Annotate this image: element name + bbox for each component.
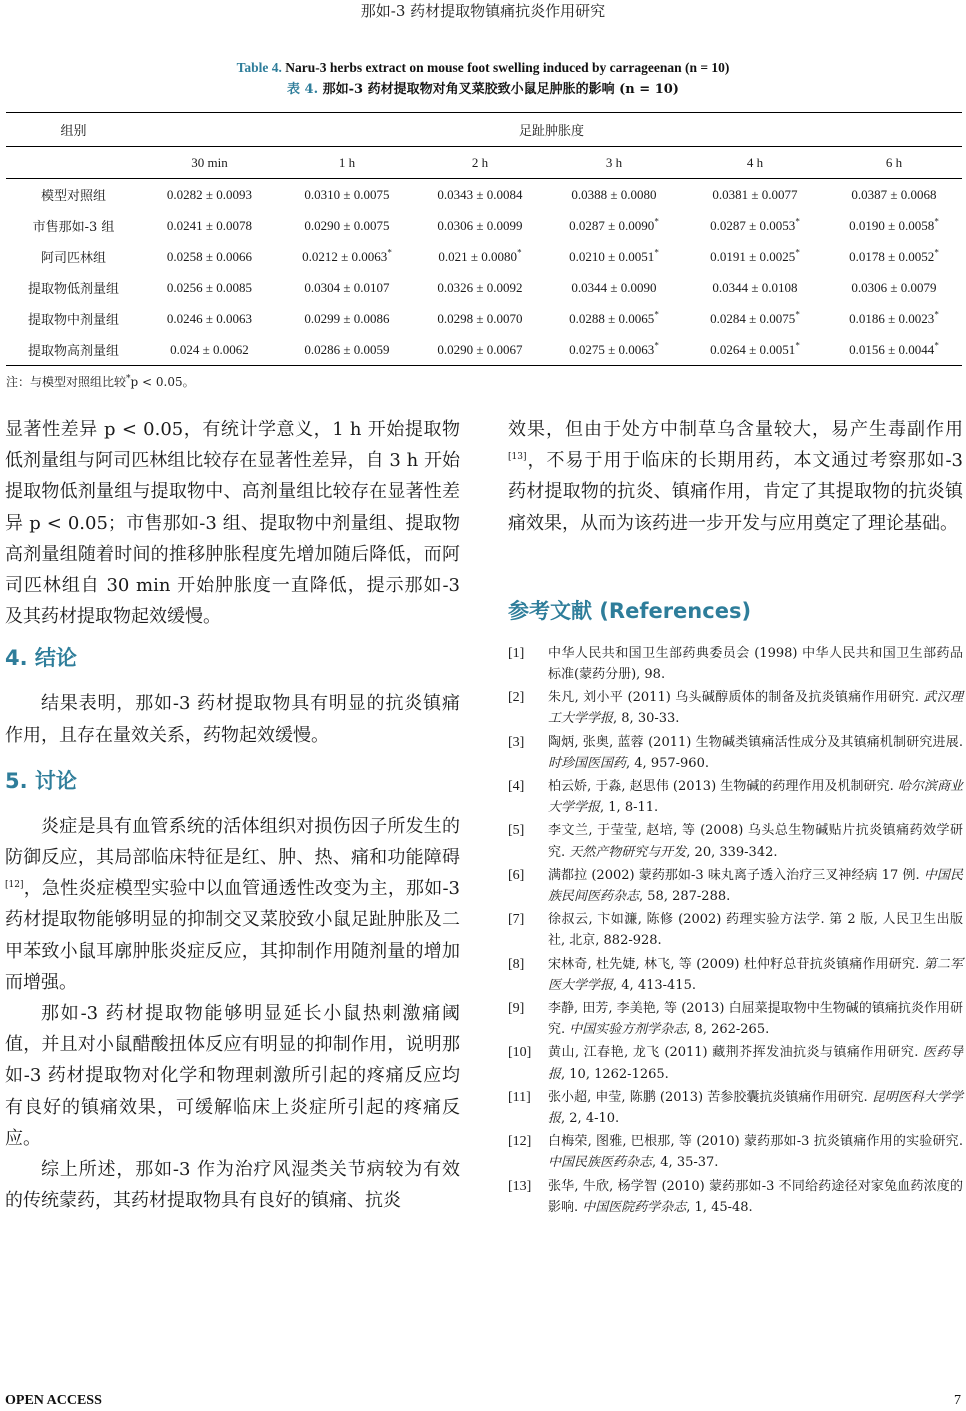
reference-number: [9] — [508, 1001, 525, 1017]
significance-marker: * — [654, 216, 659, 227]
value-text: 0.0299 ± 0.0086 — [304, 310, 390, 326]
citation-13: [13] — [508, 452, 527, 463]
group-name-cell: 提取物低剂量组 — [27, 282, 119, 297]
significance-marker: * — [517, 247, 522, 258]
reference-body: 李静, 田芳, 李美艳, 等 (2013) 白屈菜提取物中生物碱的镇痛抗炎作用研究. — [548, 1001, 963, 1038]
value-cell — [141, 334, 278, 366]
continuation-text-cont: ，不易于用于临床的长期用药，本文通过考察那如-3 药材提取物的抗炎、镇痛作用，肯定了其提取物的抗炎镇痛效果，从而为该药进一步开发与应用奠定了理论基础。 — [508, 450, 963, 534]
value-text: 0.0287 ± 0.0053 — [710, 217, 796, 233]
citation-12: [12] — [5, 880, 24, 891]
time-header: 2 h — [416, 147, 544, 179]
reference-number: [13] — [508, 1178, 532, 1194]
reference-body: 李文兰, 于莹莹, 赵培, 等 (2008) 乌头总生物碱贴片抗炎镇痛药效学研究. — [548, 823, 963, 860]
reference-volume-pages: , 10, 1262-1265. — [561, 1066, 669, 1082]
reference-number: [12] — [508, 1134, 532, 1150]
value-text: 0.0256 ± 0.0085 — [166, 279, 253, 295]
value-cell — [826, 303, 962, 334]
value-cell — [684, 334, 826, 366]
value-text: 0.0178 ± 0.0052 — [849, 248, 935, 264]
reference-volume-pages: , 8, 30-33. — [613, 711, 680, 727]
reference-body: 张华, 牛欣, 杨学智 (2010) 蒙药那如-3 不同给药途径对家兔血药浓度的影响. — [548, 1178, 963, 1215]
reference-body: 黄山, 江春艳, 龙飞 (2011) 藏荆芥挥发油抗炎与镇痛作用研究. — [548, 1045, 924, 1061]
value-text: 0.0387 ± 0.0068 — [851, 186, 937, 202]
reference-number: [8] — [508, 956, 525, 972]
reference-body: 宋林奇, 杜先婕, 林飞, 等 (2009) 杜仲籽总苷抗炎镇痛作用研究. — [548, 956, 924, 972]
value-text: 0.0306 ± 0.0099 — [437, 217, 523, 233]
section-5-heading: 5. 讨论 — [5, 768, 77, 793]
time-header: 4 h — [684, 147, 826, 179]
empty-header-cell — [6, 147, 141, 179]
footer-open-access: OPEN ACCESS — [5, 1393, 102, 1408]
reference-journal: 武汉理工大学学报 — [548, 690, 963, 727]
value-text: 0.0310 ± 0.0075 — [304, 186, 390, 202]
significance-marker: * — [795, 247, 800, 258]
reference-number: [4] — [508, 779, 525, 795]
reference-text — [548, 643, 963, 685]
measure-column-header: 足趾肿胀度 — [141, 113, 962, 147]
reference-body: 满都拉 (2002) 蒙药那如-3 味丸离子透入治疗三叉神经病 17 例. — [548, 867, 924, 883]
reference-journal: 中国民族民间医药杂志 — [548, 867, 963, 905]
time-header: 3 h — [544, 147, 684, 179]
value-text: 0.0246 ± 0.0063 — [166, 310, 253, 326]
reference-text — [548, 909, 963, 951]
reference-body: 陶炳, 张奥, 蓝蓉 (2011) 生物碱类镇痛活性成分及其镇痛机制研究进展. — [548, 734, 963, 750]
reference-item — [508, 998, 963, 1040]
significance-marker: * — [795, 340, 800, 351]
value-text: 0.0304 ± 0.0107 — [304, 279, 390, 295]
value-cell — [416, 303, 544, 334]
value-text: 0.0275 ± 0.0063 — [569, 341, 655, 357]
value-text: 0.0241 ± 0.0078 — [166, 217, 253, 233]
intro-paragraph: 显著性差异 p < 0.05，有统计学意义，1 h 开始提取物低剂量组与阿司匹林组比较存在显著性差异，自 3 h 开始提取物低剂量组与提取物中、高剂量组比较存在显著性差异 p < 0.05；市售那如-3 组、提取物中剂量组、提取物高剂量组随着时间的推移肿胀程度先增加随后降低，而阿司匹林组自 30 min 开始肿胀度一直降低，提示那如-3 及其药材提取物起效缓慢。 — [5, 419, 460, 628]
value-text: 0.0290 ± 0.0067 — [437, 341, 523, 357]
reference-number: [6] — [508, 867, 525, 883]
significance-marker: * — [654, 247, 659, 258]
value-cell — [278, 210, 416, 241]
reference-item — [508, 1131, 963, 1173]
reference-text — [548, 732, 963, 774]
reference-body: 柏云娇, 于淼, 赵思伟 (2013) 生物碱的药理作用及机制研究. — [548, 779, 898, 795]
reference-journal: 昆明医科大学学报 — [548, 1089, 963, 1127]
value-cell — [278, 179, 416, 211]
reference-text — [548, 865, 963, 907]
value-cell — [141, 210, 278, 241]
table-caption-en-label: Table 4. — [236, 60, 282, 75]
value-cell — [416, 179, 544, 211]
reference-text — [548, 1131, 963, 1173]
value-text: 0.0186 ± 0.0023 — [849, 310, 935, 326]
table-note-star: * — [126, 374, 131, 384]
table-caption-cn-text: 那如-3 药材提取物对角叉菜胶致小鼠足肿胀的影响 (n = 10) — [318, 82, 679, 97]
conclusion-continuation — [508, 414, 963, 539]
reference-text — [548, 954, 963, 996]
value-text: 0.0298 ± 0.0070 — [437, 310, 523, 326]
continuation-text: 效果，但由于处方中制草乌含量较大，易产生毒副作用 — [508, 419, 963, 440]
value-text: 0.0258 ± 0.0066 — [166, 248, 253, 264]
section-5-paragraph-1 — [5, 811, 460, 998]
value-cell — [684, 303, 826, 334]
value-text: 0.0212 ± 0.0063 — [302, 248, 388, 264]
reference-item — [508, 643, 963, 685]
value-cell — [826, 241, 962, 272]
section-5-paragraph-1-text-cont: ，急性炎症模型实验中以血管通透性改变为主，那如-3 药材提取物能够明显的抑制交叉菜胶致小鼠足趾肿胀及二甲苯致小鼠耳廓肿胀炎症反应，其抑制作用随剂量的增加而增强。 — [5, 878, 460, 993]
table-note-prefix: 注：与模型对照组比较 — [6, 375, 127, 389]
reference-volume-pages: , 1, 45-48. — [686, 1199, 753, 1215]
reference-journal: 时珍国医国药 — [548, 755, 627, 771]
section-5-paragraph-1-text: 炎症是具有血管系统的活体组织对损伤因子所发生的防御反应，其局部临床特征是红、肿、热、痛和功能障碍 — [5, 815, 460, 869]
group-name-cell: 提取物高剂量组 — [6, 334, 141, 366]
reference-journal: 天然产物研究与开发 — [569, 844, 687, 860]
value-text: 0.0381 ± 0.0077 — [712, 186, 798, 202]
value-cell — [826, 272, 962, 303]
reference-body: 中华人民共和国卫生部药典委员会 (1998) 中华人民共和国卫生部药品标准(蒙药分册), 98. — [548, 645, 963, 683]
reference-number: [10] — [508, 1045, 532, 1061]
reference-journal: 医药导报 — [548, 1045, 963, 1082]
value-cell — [278, 334, 416, 366]
value-cell — [141, 303, 278, 334]
reference-volume-pages: , 4, 957-960. — [626, 755, 709, 771]
table-caption-cn-label: 表 4. — [287, 82, 319, 97]
table-row — [6, 241, 962, 272]
significance-marker: * — [934, 247, 939, 258]
value-text: 0.0156 ± 0.0044 — [849, 341, 935, 357]
references-heading: 参考文献 (References) — [508, 598, 752, 623]
value-text: 0.0264 ± 0.0051 — [710, 341, 796, 357]
reference-item — [508, 1042, 963, 1084]
value-text: 0.0343 ± 0.0084 — [437, 186, 523, 202]
value-cell — [416, 241, 544, 272]
group-name-cell: 市售那如-3 组 — [32, 220, 115, 235]
time-header: 1 h — [278, 147, 416, 179]
left-column — [5, 414, 460, 1216]
reference-journal: 中国实验方剂学杂志 — [569, 1022, 687, 1038]
reference-text — [548, 1087, 963, 1129]
reference-number: [7] — [508, 912, 525, 928]
reference-item — [508, 909, 963, 951]
reference-text — [548, 1176, 963, 1218]
value-text: 0.0190 ± 0.0058 — [849, 217, 935, 233]
significance-marker: * — [654, 340, 659, 351]
reference-volume-pages: , 8, 262-265. — [686, 1022, 770, 1038]
page-number: 7 — [954, 1393, 961, 1408]
table-note-suffix: p < 0.05。 — [130, 375, 195, 389]
value-cell — [278, 241, 416, 272]
reference-volume-pages: , 1, 8-11. — [600, 800, 659, 816]
significance-marker: * — [795, 216, 800, 227]
reference-text — [548, 776, 963, 818]
time-header: 6 h — [826, 147, 962, 179]
value-cell — [416, 210, 544, 241]
value-cell — [826, 179, 962, 211]
reference-number: [5] — [508, 823, 525, 839]
right-column — [508, 414, 963, 1220]
value-cell — [416, 272, 544, 303]
value-cell — [278, 272, 416, 303]
value-text: 0.0287 ± 0.0090 — [569, 217, 655, 233]
value-text: 0.0306 ± 0.0079 — [851, 279, 937, 295]
value-text: 0.024 ± 0.0062 — [170, 341, 249, 357]
value-cell — [141, 241, 278, 272]
value-cell — [416, 334, 544, 366]
significance-marker: * — [795, 309, 800, 320]
value-text: 0.0288 ± 0.0065 — [569, 310, 655, 326]
table-row — [6, 334, 962, 366]
section-5-paragraph-3: 综上所述，那如-3 作为治疗风湿类关节病较为有效的传统蒙药，其药材提取物具有良好的镇痛、抗炎 — [5, 1159, 460, 1212]
reference-journal: 第二军医大学学报 — [548, 956, 963, 993]
value-cell — [544, 241, 684, 272]
reference-body: 徐叔云, 卞如濂, 陈修 (2002) 药理实验方法学. 第 2 版, 人民卫生出版社, 北京, 882-928. — [548, 912, 963, 949]
value-text: 0.0282 ± 0.0093 — [166, 186, 253, 202]
reference-item — [508, 1087, 963, 1129]
table-row — [6, 303, 962, 334]
reference-body: 朱凡, 刘小平 (2011) 乌头碱醇质体的制备及抗炎镇痛作用研究. — [548, 690, 924, 706]
value-cell — [141, 272, 278, 303]
reference-volume-pages: , 2, 4-10. — [561, 1111, 620, 1127]
value-text: 0.0191 ± 0.0025 — [710, 248, 796, 264]
reference-item — [508, 865, 963, 907]
running-header: 那如-3 药材提取物镇痛抗炎作用研究 — [360, 2, 606, 20]
reference-text — [548, 998, 963, 1040]
value-cell — [544, 179, 684, 211]
value-cell — [544, 272, 684, 303]
group-name-cell: 阿司匹林组 — [40, 251, 106, 266]
table-note — [6, 373, 195, 390]
value-cell — [544, 334, 684, 366]
significance-marker: * — [934, 340, 939, 351]
value-cell — [684, 210, 826, 241]
value-text: 0.021 ± 0.0080 — [438, 248, 518, 264]
group-name-cell: 模型对照组 — [40, 189, 106, 204]
reference-item — [508, 687, 963, 729]
reference-item — [508, 1176, 963, 1218]
reference-journal: 中国民族医药杂志 — [548, 1155, 653, 1171]
significance-marker: * — [654, 309, 659, 320]
reference-item — [508, 776, 963, 818]
section-4-heading: 4. 结论 — [5, 646, 77, 671]
significance-marker: * — [387, 247, 392, 258]
reference-volume-pages: , 20, 339-342. — [686, 844, 778, 860]
value-cell — [141, 179, 278, 211]
value-cell — [544, 210, 684, 241]
reference-body: 张小超, 申莹, 陈鹏 (2013) 苦参胶囊抗炎镇痛作用研究. — [548, 1089, 872, 1105]
value-cell — [684, 179, 826, 211]
reference-number: [11] — [508, 1089, 531, 1105]
reference-list — [508, 643, 963, 1218]
value-text: 0.0326 ± 0.0092 — [437, 279, 523, 295]
table-caption-en — [0, 60, 966, 76]
value-text: 0.0388 ± 0.0080 — [571, 186, 657, 202]
reference-number: [1] — [508, 645, 525, 661]
value-text: 0.0344 ± 0.0090 — [571, 279, 657, 295]
reference-item — [508, 820, 963, 862]
value-text: 0.0290 ± 0.0075 — [304, 217, 390, 233]
reference-volume-pages: , 58, 287-288. — [639, 889, 731, 905]
reference-body: 白梅荣, 图雅, 巴根那, 等 (2010) 蒙药那如-3 抗炎镇痛作用的实验研究. — [548, 1134, 963, 1150]
value-text: 0.0284 ± 0.0075 — [710, 310, 796, 326]
significance-marker: * — [934, 309, 939, 320]
table-row — [6, 272, 962, 303]
significance-marker: * — [934, 216, 939, 227]
reference-item — [508, 732, 963, 774]
reference-number: [2] — [508, 690, 525, 706]
value-cell — [684, 272, 826, 303]
section-5-paragraph-2: 那如-3 药材提取物能够明显延长小鼠热刺激痛阈值，并且对小鼠醋酸扭体反应有明显的抑制作用，说明那如-3 药材提取物对化学和物理刺激所引起的疼痛反应均有良好的镇痛效果，可缓解临床上炎症所引起的疼痛反应。 — [5, 1003, 460, 1149]
table-row — [6, 179, 962, 211]
table-caption-en-text: Naru-3 herbs extract on mouse foot swelling induced by carrageenan (n = 10) — [281, 60, 730, 75]
value-cell — [278, 303, 416, 334]
time-header: 30 min — [141, 147, 278, 179]
results-table — [6, 112, 962, 366]
value-cell — [684, 241, 826, 272]
reference-text — [548, 1042, 963, 1084]
value-text: 0.0286 ± 0.0059 — [304, 341, 390, 357]
value-cell — [544, 303, 684, 334]
reference-journal: 哈尔滨商业大学学报 — [548, 779, 963, 816]
reference-volume-pages: , 4, 35-37. — [652, 1155, 719, 1171]
reference-number: [3] — [508, 734, 525, 750]
value-cell — [826, 210, 962, 241]
table-row — [6, 210, 962, 241]
reference-item — [508, 954, 963, 996]
value-cell — [826, 334, 962, 366]
reference-text — [548, 687, 963, 729]
reference-text — [548, 820, 963, 862]
reference-volume-pages: , 4, 413-415. — [613, 977, 696, 993]
reference-journal: 中国医院药学杂志 — [582, 1199, 687, 1215]
section-4-paragraph: 结果表明，那如-3 药材提取物具有明显的抗炎镇痛作用，且存在量效关系，药物起效缓慢。 — [5, 693, 460, 746]
value-text: 0.0210 ± 0.0051 — [569, 248, 655, 264]
value-text: 0.0344 ± 0.0108 — [712, 279, 798, 295]
group-name-cell: 提取物中剂量组 — [27, 313, 119, 328]
group-column-header: 组别 — [6, 113, 141, 147]
table-caption-cn — [0, 78, 966, 97]
